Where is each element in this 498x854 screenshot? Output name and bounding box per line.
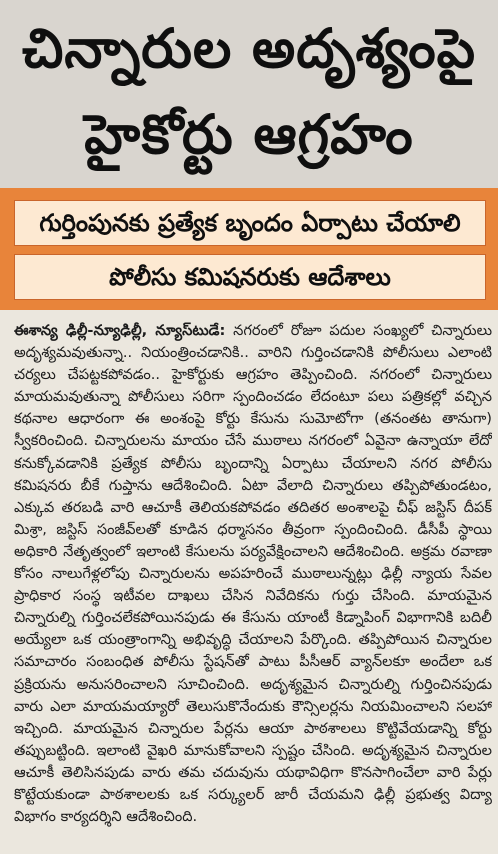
headline-line-1: చిన్నారుల అదృశ్యంపై <box>22 17 476 80</box>
subhead-line-1: గుర్తింపునకు ప్రత్యేక బృందం ఏర్పాటు చేయాలి <box>14 200 486 246</box>
dateline: ఈశాన్య ఢిల్లీ-న్యూఢిల్లీ, న్యూస్‌టుడే: <box>14 322 226 339</box>
headline-line-2: హైకోర్టు ఆగ్రహం <box>84 103 414 166</box>
subhead-line-2: పోలీసు కమిషనరుకు ఆదేశాలు <box>14 254 486 300</box>
subhead-banner <box>0 188 498 310</box>
article-body <box>14 320 492 850</box>
headline-block <box>0 0 498 188</box>
article-text: నగరంలో రోజూ పదుల సంఖ్యలో చిన్నారులు అదృశ్యమవుతున్నా.. నియంత్రించడానికి.. వారిని గుర్తించడానికి పోలీసులు ఎలాంటి చర్యలు చేపట్టకపోవడం.. హైకోర్టుకు ఆగ్రహం తెప్పించింది. నగరంలో చిన్నారులు మాయమవుతున్నా పోలీసులు సరిగా స్పందించడం లేదంటూ పలు పత్రికల్లో వచ్చిన కథనాల ఆధారంగా ఈ అంశంపై కోర్టు కేసును సుమోటోగా (తనంతట తానుగా) స్వీకరించింది. చిన్నారులను మాయం చేసే ముఠాలు నగరంలో ఏవైనా ఉన్నాయా లేదో కనుక్కోవడానికి ప్రత్యేక పోలీసు బృందాన్ని ఏర్పాటు చేయాలని నగర పోలీసు కమిషనరు బీకే గుప్తాను ఆదేశించింది. ఏటా వేలాది చిన్నారులు తప్పిపోతుండటం, ఎక్కువ తరబడి వారి ఆచూకీ తెలియకపోవడం తదితర అంశాలపై చీఫ్ జస్టిస్ దీపక్ మిశ్రా, జస్టిస్ సంజీవ్‌లతో కూడిన ధర్మాసనం తీవ్రంగా స్పందించింది. డీసీపీ స్థాయి అధికారి నేతృత్వంలో ఇలాంటి కేసులను పర్యవేక్షించాలని ఆదేశించింది. అక్రమ రవాణా కోసం నాలుగేళ్లలోపు చిన్నారులను అపహరించే ముఠాలున్నట్లు ఢిల్లీ న్యాయ సేవల ప్రాధికార సంస్థ ఇటీవల దాఖలు చేసిన నివేదికను గుర్తు చేసింది. మాయమైన చిన్నారుల్ని గుర్తించలేకపోయినపుడు ఈ కేసును యాంటీ కిడ్నాపింగ్ విభాగానికి బదిలీ అయ్యేలా ఒక యంత్రాంగాన్ని అభివృద్ధి చేయాలని పేర్కొంది. తప్పిపోయిన చిన్నారుల సమాచారం సంబంధిత పోలీసు స్టేషన్‌తో పాటు పీసీఆర్ వ్యాన్‌లకూ అందేలా ఒక ప్రక్రియను అనుసరించాలని సూచించింది. అదృశ్యమైన చిన్నారుల్ని గుర్తించినపుడు వారు ఎలా మాయమయ్యారో తెలుసుకొనేందుకు కౌన్సిలర్లను నియమించాలని సలహా ఇచ్చింది. మాయమైన చిన్నారుల పేర్లను ఆయా పాఠశాలలు కొట్టివేయడాన్ని కోర్టు తప్పుబట్టింది. ఇలాంటి వైఖరి మానుకోవాలని స్పష్టం చేసింది. అదృశ్యమైన చిన్నారుల ఆచూకీ తెలిసినపుడు వారు తమ చదువును యథావిధిగా కొనసాగించేలా వారి పేర్లు కొట్టేయకుండా పాఠశాలలకు ఒక సర్క్యులర్ జారీ చేయమని ఢిల్లీ ప్రభుత్వ విద్యా విభాగం కార్యదర్శిని ఆదేశించింది. <box>14 322 492 826</box>
